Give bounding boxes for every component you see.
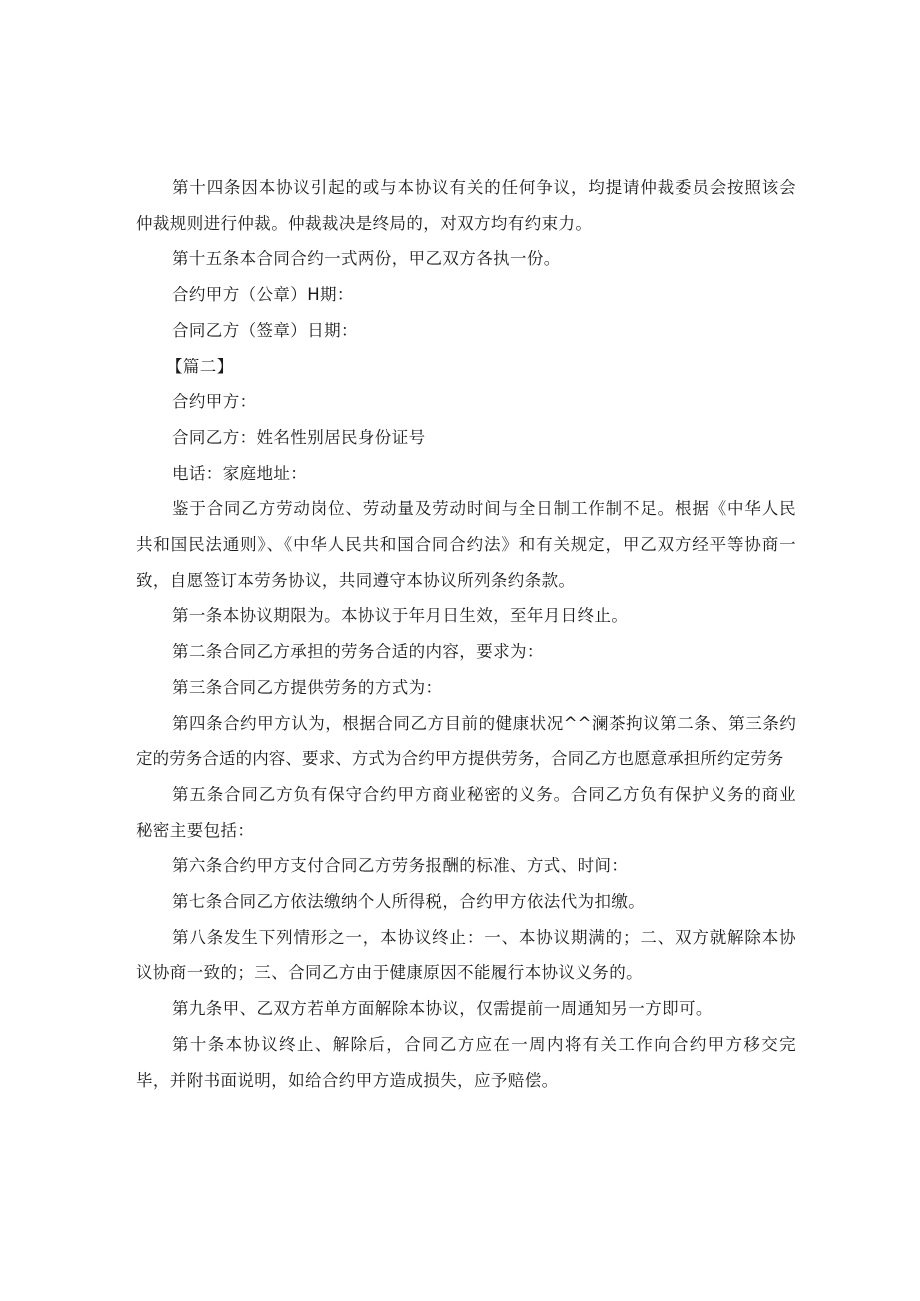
section-heading-part-two: 【篇二】 [166, 356, 234, 376]
clause-3: 第三条合同乙方提供劳务的方式为： [172, 677, 443, 697]
clause-10: 第十条本协议终止、解除后，合同乙方应在一周内将有关工作向合约甲方移交完毕，并附书面说明，如给合约甲方造成损失，应予赔偿。 [136, 1034, 796, 1090]
clause-9: 第九条甲、乙双方若单方面解除本协议，仅需提前一周通知另一方即可。 [172, 999, 713, 1019]
clause-5: 第五条合同乙方负有保守合约甲方商业秘密的义务。合同乙方负有保护义务的商业秘密主要包括： [136, 784, 796, 840]
clause-7: 第七条合同乙方依法缴纳个人所得税，合约甲方依法代为扣缴。 [172, 892, 646, 912]
document-body [136, 170, 796, 1098]
party-b-sign-line: 合同乙方（签章）日期： [172, 320, 358, 340]
clause-2: 第二条合同乙方承担的劳务合适的内容，要求为： [172, 642, 544, 662]
clause-4: 第四条合约甲方认为，根据合同乙方目前的健康状况^^澜茶拘议第二条、第三条约定的劳务合适的内容、要求、方式为合约甲方提供劳务，合同乙方也愿意承担所约定劳务 [136, 713, 796, 769]
preamble: 鉴于合同乙方劳动岗位、劳动量及劳动时间与全日制工作制不足。根据《中华人民共和国民法通则》、《中华人民共和国合同合约法》和有关规定，甲乙双方经平等协商一致，自愿签订本劳务协议，共同遵守本协议所列条约条款。 [136, 499, 796, 590]
party-b-line: 合同乙方：姓名性别居民身份证号 [172, 427, 426, 447]
clause-6: 第六条合约甲方支付合同乙方劳务报酬的标准、方式、时间： [172, 856, 629, 876]
party-a-seal-line: 合约甲方（公章）H期： [172, 285, 354, 305]
clause-1: 第一条本协议期限为。本协议于年月日生效，至年月日终止。 [172, 606, 629, 626]
party-a-line: 合约甲方： [172, 392, 257, 412]
clause-15: 第十五条本合同合约一式两份，甲乙双方各执一份。 [172, 249, 561, 269]
clause-14: 第十四条因本协议引起的或与本协议有关的任何争议，均提请仲裁委员会按照该会仲裁规则进行仲裁。仲裁裁决是终局的，对双方均有约束力。 [136, 178, 796, 233]
clause-8: 第八条发生下列情形之一，本协议终止：一、本协议期满的；二、双方就解除本协议协商一致的；三、合同乙方由于健康原因不能履行本协议义务的。 [136, 927, 796, 983]
contact-line: 电话：家庭地址： [172, 463, 308, 483]
